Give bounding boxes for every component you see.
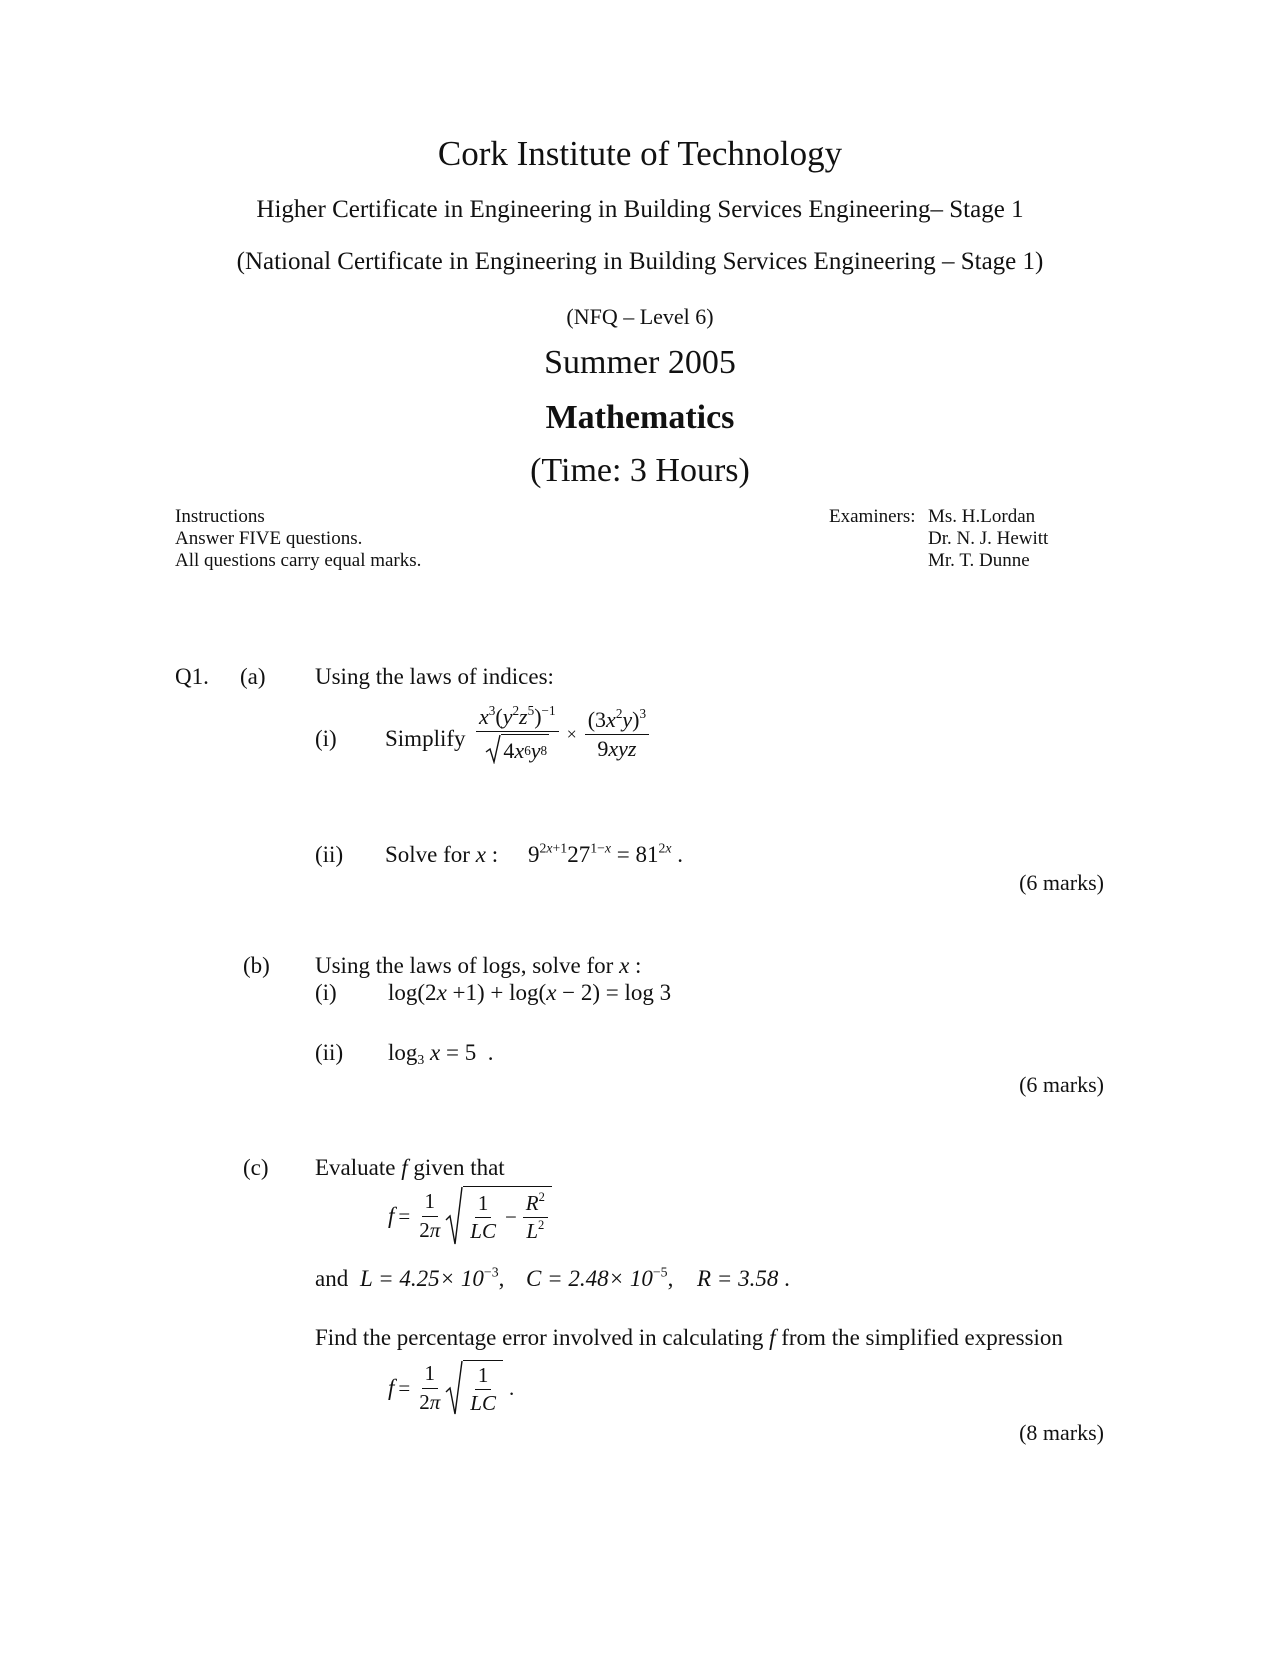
- fraction: $x^3(y^2z^5)^{-1}$ 4 x 6 y 8: [476, 705, 559, 764]
- part-a-ii-text: Solve for x :: [385, 842, 499, 867]
- part-c-evaluate: Evaluate: [315, 1155, 396, 1180]
- part-b-ii-label: (ii): [315, 1040, 344, 1065]
- value-R: R = 3.58 .: [697, 1266, 790, 1291]
- part-a-ii-text-label: Solve for: [385, 842, 470, 867]
- part-c-find-pre: Find the percentage error involved in calculating: [315, 1325, 764, 1350]
- instructions-heading: Instructions: [175, 506, 265, 527]
- instructions-line: Answer FIVE questions.: [175, 528, 363, 549]
- part-c-find-text: Find the percentage error involved in calculating f from the simplified expression: [315, 1325, 1063, 1350]
- part-b-i-label: (i): [315, 980, 337, 1005]
- instructions-line: All questions carry equal marks.: [175, 550, 422, 571]
- part-a-intro: Using the laws of indices:: [315, 664, 554, 689]
- exam-session: Summer 2005: [544, 344, 736, 381]
- part-a-label: (a): [240, 664, 266, 689]
- fraction: $\frac{1}{2\pi}$: [419, 1189, 441, 1242]
- fraction: $\frac{(3x^2y)^3}{\text{9xyz}}$: [585, 708, 649, 761]
- simplified-frequency-formula: f = $\frac{1}{2\pi}$ $\frac{1}{LC}$ .: [388, 1361, 515, 1415]
- examiners-list: [928, 506, 1048, 572]
- fraction: $\frac{1}{2\pi}$: [419, 1361, 441, 1414]
- value-C: $C = 2.48\times 10^{-5}$,: [526, 1264, 674, 1291]
- part-a-i-label: (i): [315, 726, 337, 751]
- part-c-intro-rest: given that: [413, 1155, 505, 1180]
- part-b-intro-text: Using the laws of logs, solve for: [315, 953, 614, 978]
- value-R-text: R = 3.58: [697, 1266, 779, 1291]
- square-root-symbol: $\frac{1}{LC}$: [445, 1360, 503, 1416]
- exam-duration: (Time: 3 Hours): [530, 452, 750, 489]
- marks-c: (8 marks): [1019, 1420, 1104, 1445]
- part-a-ii-label: (ii): [315, 842, 344, 867]
- log-base-equation: $\log_3 x = 5$ .: [388, 1040, 494, 1068]
- examiner-name: Ms. H.Lordan: [928, 506, 1036, 527]
- part-c-label: (c): [243, 1155, 269, 1180]
- value-L: $L = 4.25\times 10^{-3}$,: [360, 1264, 505, 1291]
- instructions-block: [175, 506, 421, 572]
- square-root-symbol: 4 x 6 y 8: [485, 734, 549, 764]
- value-L-text: L = 4.25× 10: [360, 1266, 484, 1291]
- part-b-label: (b): [243, 953, 270, 978]
- examiner-name: Dr. N. J. Hewitt: [928, 528, 1049, 549]
- part-c-and: and: [315, 1266, 349, 1291]
- log-equation: log(2x +1) + log(x − 2) = log 3: [388, 980, 672, 1005]
- marks-a: (6 marks): [1019, 870, 1104, 895]
- simplify-expression: $x^3(y^2z^5)^{-1}$ 4 x 6 y 8 × $\frac{(3x^2y)^3}{\text{9xyz}}$: [474, 705, 651, 764]
- square-root-symbol: $\frac{1}{LC}$ − $\frac{R^2}{L^2}$: [445, 1186, 552, 1246]
- examiners-label: Examiners:: [829, 506, 916, 527]
- question-number: Q1.: [175, 664, 209, 689]
- course-title: Higher Certificate in Engineering in Building Services Engineering– Stage 1: [256, 196, 1024, 223]
- value-L-exponent: −3: [483, 1264, 499, 1280]
- examiner-name: Mr. T. Dunne: [928, 550, 1030, 571]
- institution-title: Cork Institute of Technology: [437, 134, 843, 173]
- value-C-text: C = 2.48× 10: [526, 1266, 653, 1291]
- course-title-alt: (National Certificate in Engineering in Building Services Engineering – Stage 1): [236, 248, 1044, 275]
- part-a-i-text: Simplify: [385, 726, 466, 751]
- frequency-formula: f = $\frac{1}{2\pi}$ $\frac{1}{LC}$ − $\frac{R^2}{L^2}$: [388, 1186, 552, 1246]
- value-C-exponent: −5: [652, 1264, 668, 1280]
- part-c-intro: Evaluate f given that: [315, 1155, 505, 1180]
- subject-title: Mathematics: [545, 399, 735, 436]
- part-c-find-post: from the simplified expression: [781, 1325, 1063, 1350]
- exponential-equation: $9^{2x+1}27^{1-x} = 81^{2x}$ .: [528, 840, 684, 867]
- part-b-intro: Using the laws of logs, solve for x :: [315, 953, 642, 978]
- nfq-level: (NFQ – Level 6): [566, 304, 714, 329]
- marks-b: (6 marks): [1019, 1072, 1104, 1097]
